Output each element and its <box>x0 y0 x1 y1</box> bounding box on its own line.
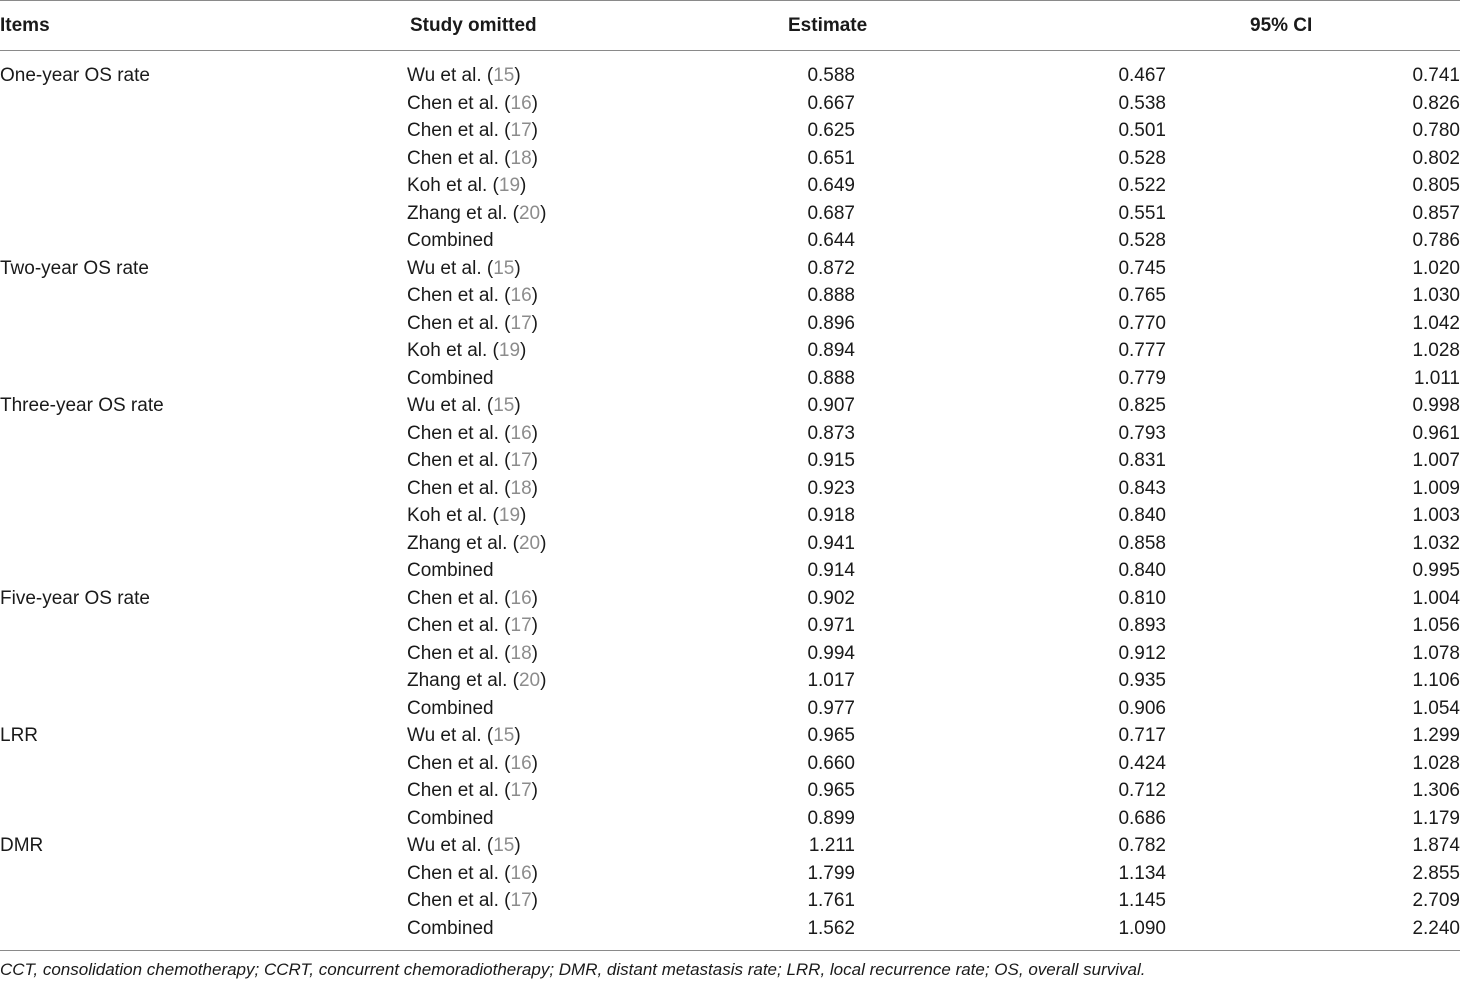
study-omitted-cell <box>407 90 538 118</box>
table-row <box>0 640 1460 668</box>
estimate-value: 1.761 <box>807 890 855 911</box>
ci-lower-value: 0.840 <box>1118 505 1166 526</box>
reference-link[interactable]: 17 <box>510 120 532 141</box>
reference-close-paren: ) <box>531 450 538 471</box>
ci-upper-value: 1.306 <box>1412 780 1460 801</box>
reference-link[interactable]: 19 <box>498 340 521 361</box>
row-item-label: LRR <box>0 725 39 746</box>
reference-link[interactable]: 15 <box>493 395 515 416</box>
study-omitted-cell <box>407 447 538 475</box>
table-row <box>0 392 1460 420</box>
study-name: Chen et al. ( <box>407 642 511 664</box>
study-omitted-cell <box>407 227 494 255</box>
study-name: Chen et al. ( <box>407 477 511 499</box>
ci-lower-value: 1.145 <box>1118 890 1166 911</box>
ci-upper-value: 0.741 <box>1412 65 1460 86</box>
reference-close-paren: ) <box>514 835 521 856</box>
table-row <box>0 90 1460 118</box>
row-item-label: One-year OS rate <box>0 65 150 86</box>
table-row <box>0 695 1460 723</box>
row-item-label: DMR <box>0 835 44 856</box>
study-omitted-cell <box>407 832 521 860</box>
reference-close-paren: ) <box>520 340 527 361</box>
study-omitted-cell <box>407 282 538 310</box>
table-row <box>0 255 1460 283</box>
ci-lower-value: 0.686 <box>1118 807 1166 829</box>
ci-lower-value: 0.551 <box>1118 202 1166 224</box>
reference-close-paren: ) <box>514 257 521 279</box>
study-omitted-cell <box>407 530 546 558</box>
study-name: Chen et al. ( <box>407 587 511 609</box>
header-items: Items <box>0 15 50 36</box>
study-name: Zhang et al. ( <box>407 532 519 554</box>
reference-link[interactable]: 15 <box>493 65 515 86</box>
row-item-label: Five-year OS rate <box>0 587 150 609</box>
study-name: Combined <box>407 230 494 251</box>
estimate-value: 0.649 <box>807 175 855 196</box>
reference-link[interactable]: 17 <box>510 780 532 801</box>
study-name: Wu et al. ( <box>407 835 494 856</box>
reference-link[interactable]: 19 <box>498 505 521 526</box>
reference-close-paren: ) <box>531 477 538 499</box>
table-row <box>0 365 1460 393</box>
study-omitted-cell <box>407 365 494 393</box>
ci-upper-value: 0.805 <box>1412 175 1460 196</box>
ci-upper-value: 0.780 <box>1412 120 1460 141</box>
reference-close-paren: ) <box>514 725 521 746</box>
study-name: Combined <box>407 807 494 829</box>
table-row <box>0 447 1460 475</box>
reference-link[interactable]: 18 <box>510 147 532 169</box>
study-name: Chen et al. ( <box>407 285 511 306</box>
table-row <box>0 145 1460 173</box>
row-item-label: Three-year OS rate <box>0 395 164 416</box>
ci-upper-value: 1.054 <box>1412 697 1460 719</box>
ci-lower-value: 0.777 <box>1118 340 1166 361</box>
table-row <box>0 227 1460 255</box>
table-row <box>0 777 1460 805</box>
study-omitted-cell <box>407 915 494 943</box>
ci-lower-value: 0.810 <box>1118 587 1166 609</box>
study-omitted-cell <box>407 310 538 338</box>
ci-upper-value: 0.995 <box>1412 560 1460 581</box>
study-name: Wu et al. ( <box>407 725 494 746</box>
estimate-value: 0.588 <box>807 65 855 86</box>
table-row <box>0 117 1460 145</box>
estimate-value: 0.977 <box>807 697 855 719</box>
ci-lower-value: 0.528 <box>1118 147 1166 169</box>
study-name: Chen et al. ( <box>407 147 511 169</box>
ci-lower-value: 0.467 <box>1118 65 1166 86</box>
ci-upper-value: 1.007 <box>1412 450 1460 471</box>
ci-lower-value: 0.522 <box>1118 175 1166 196</box>
reference-link[interactable]: 17 <box>510 890 532 911</box>
ci-upper-value: 0.786 <box>1412 230 1460 251</box>
reference-close-paren: ) <box>514 65 521 86</box>
reference-close-paren: ) <box>531 642 538 664</box>
study-name: Koh et al. ( <box>407 340 499 361</box>
ci-upper-value: 1.056 <box>1412 615 1460 636</box>
study-name: Chen et al. ( <box>407 312 511 334</box>
ci-lower-value: 0.501 <box>1118 120 1166 141</box>
estimate-value: 0.994 <box>807 642 855 664</box>
reference-close-paren: ) <box>531 120 538 141</box>
ci-upper-value: 0.826 <box>1412 92 1460 114</box>
reference-close-paren: ) <box>531 312 538 334</box>
table-footnote: CCT, consolidation chemotherapy; CCRT, concurrent chemoradiotherapy; DMR, distant metastasis rate; LRR, local recurrence rate; OS, overall survival. <box>0 960 1146 979</box>
estimate-value: 0.687 <box>807 202 855 224</box>
ci-lower-value: 0.831 <box>1118 450 1166 471</box>
ci-lower-value: 1.090 <box>1118 917 1166 939</box>
reference-close-paren: ) <box>531 752 538 774</box>
table-row <box>0 502 1460 530</box>
table-row <box>0 860 1460 888</box>
ci-lower-value: 0.712 <box>1118 780 1166 801</box>
ci-lower-value: 0.765 <box>1118 285 1166 306</box>
reference-close-paren: ) <box>520 175 527 196</box>
estimate-value: 1.799 <box>807 862 855 884</box>
study-omitted-cell <box>407 750 538 778</box>
table-row <box>0 887 1460 915</box>
table-row <box>0 530 1460 558</box>
ci-upper-value: 1.003 <box>1412 505 1460 526</box>
ci-lower-value: 0.782 <box>1118 835 1166 856</box>
ci-lower-value: 1.134 <box>1118 862 1166 884</box>
estimate-value: 1.562 <box>807 917 855 939</box>
ci-lower-value: 0.825 <box>1118 395 1166 416</box>
ci-lower-value: 0.745 <box>1118 257 1166 279</box>
estimate-value: 0.896 <box>807 312 855 334</box>
estimate-value: 0.667 <box>807 92 855 114</box>
ci-lower-value: 0.793 <box>1118 422 1166 444</box>
study-omitted-cell <box>407 117 538 145</box>
study-omitted-cell <box>407 585 538 613</box>
reference-close-paren: ) <box>540 670 547 691</box>
study-name: Chen et al. ( <box>407 92 511 114</box>
reference-link[interactable]: 20 <box>518 670 541 691</box>
ci-upper-value: 1.009 <box>1412 477 1460 499</box>
study-name: Chen et al. ( <box>407 862 511 884</box>
table-row <box>0 722 1460 750</box>
ci-upper-value: 1.028 <box>1412 340 1460 361</box>
estimate-value: 1.211 <box>808 835 855 856</box>
table-row <box>0 612 1460 640</box>
study-name: Combined <box>407 697 494 719</box>
ci-lower-value: 0.840 <box>1118 560 1166 581</box>
study-name: Chen et al. ( <box>407 120 511 141</box>
study-omitted-cell <box>407 255 521 283</box>
ci-upper-value: 1.030 <box>1412 285 1460 306</box>
ci-lower-value: 0.424 <box>1118 752 1166 774</box>
ci-lower-value: 0.538 <box>1118 92 1166 114</box>
ci-lower-value: 0.528 <box>1118 230 1166 251</box>
ci-upper-value: 1.874 <box>1412 835 1460 856</box>
ci-upper-value: 0.961 <box>1412 422 1460 444</box>
table-row <box>0 200 1460 228</box>
estimate-value: 0.660 <box>807 752 855 774</box>
ci-lower-value: 0.717 <box>1118 725 1166 746</box>
table-row <box>0 585 1460 613</box>
study-name: Koh et al. ( <box>407 505 499 526</box>
ci-lower-value: 0.770 <box>1118 312 1166 334</box>
ci-lower-value: 0.912 <box>1118 642 1166 664</box>
table-row <box>0 557 1460 585</box>
estimate-value: 0.941 <box>807 532 855 554</box>
study-omitted-cell <box>407 805 494 833</box>
table-row <box>0 915 1460 943</box>
reference-link[interactable]: 15 <box>493 835 515 856</box>
study-name: Chen et al. ( <box>407 615 511 636</box>
estimate-value: 0.644 <box>807 230 855 251</box>
study-omitted-cell <box>407 475 538 503</box>
table-row <box>0 310 1460 338</box>
ci-lower-value: 0.858 <box>1118 532 1166 554</box>
table-top-rule <box>0 0 1460 1</box>
reference-link[interactable]: 17 <box>510 615 532 636</box>
study-name: Koh et al. ( <box>407 175 499 196</box>
estimate-value: 0.894 <box>807 340 855 361</box>
reference-link[interactable]: 17 <box>510 312 532 334</box>
ci-upper-value: 1.004 <box>1412 587 1460 609</box>
estimate-value: 0.625 <box>807 120 855 141</box>
study-omitted-cell <box>407 172 526 200</box>
study-omitted-cell <box>407 200 546 228</box>
reference-close-paren: ) <box>520 505 527 526</box>
estimate-value: 0.914 <box>807 560 855 581</box>
ci-lower-value: 0.779 <box>1118 367 1166 389</box>
study-name: Chen et al. ( <box>407 752 511 774</box>
study-name: Combined <box>407 367 494 389</box>
ci-upper-value: 1.299 <box>1412 725 1460 746</box>
ci-lower-value: 0.843 <box>1118 477 1166 499</box>
reference-link[interactable]: 17 <box>510 450 532 471</box>
study-name: Combined <box>407 917 494 939</box>
reference-link[interactable]: 16 <box>510 752 532 774</box>
estimate-value: 0.873 <box>807 422 855 444</box>
table-row <box>0 667 1460 695</box>
reference-link[interactable]: 16 <box>510 587 532 609</box>
ci-upper-value: 2.240 <box>1412 917 1460 939</box>
ci-upper-value: 1.106 <box>1412 670 1460 691</box>
table-row <box>0 420 1460 448</box>
ci-upper-value: 1.020 <box>1412 257 1460 279</box>
table-row <box>0 62 1460 90</box>
header-estimate: Estimate <box>788 15 868 36</box>
table-row <box>0 337 1460 365</box>
estimate-value: 0.915 <box>807 450 855 471</box>
study-omitted-cell <box>407 860 538 888</box>
reference-close-paren: ) <box>531 890 538 911</box>
estimate-value: 0.965 <box>807 780 855 801</box>
estimate-value: 0.923 <box>807 477 855 499</box>
study-omitted-cell <box>407 722 521 750</box>
study-name: Wu et al. ( <box>407 65 494 86</box>
reference-close-paren: ) <box>531 780 538 801</box>
reference-link[interactable]: 16 <box>510 285 532 306</box>
reference-close-paren: ) <box>531 587 538 609</box>
reference-link[interactable]: 16 <box>510 92 532 114</box>
estimate-value: 0.907 <box>807 395 855 416</box>
estimate-value: 0.971 <box>807 615 855 636</box>
study-name: Zhang et al. ( <box>407 202 519 224</box>
reference-close-paren: ) <box>531 615 538 636</box>
study-name: Chen et al. ( <box>407 422 511 444</box>
study-omitted-cell <box>407 887 538 915</box>
estimate-value: 0.888 <box>807 285 855 306</box>
study-omitted-cell <box>407 777 538 805</box>
study-omitted-cell <box>407 145 538 173</box>
header-95-ci: 95% CI <box>1250 15 1313 36</box>
study-name: Wu et al. ( <box>407 257 494 279</box>
header-study-omitted: Study omitted <box>410 15 537 36</box>
reference-close-paren: ) <box>531 422 538 444</box>
reference-link[interactable]: 16 <box>510 862 532 884</box>
study-omitted-cell <box>407 640 538 668</box>
reference-close-paren: ) <box>531 285 538 306</box>
reference-link[interactable]: 18 <box>510 477 532 499</box>
study-omitted-cell <box>407 557 494 585</box>
ci-upper-value: 2.855 <box>1412 862 1460 884</box>
reference-close-paren: ) <box>540 202 547 224</box>
header-rule <box>0 50 1460 51</box>
estimate-value: 0.918 <box>807 505 855 526</box>
study-omitted-cell <box>407 502 526 530</box>
study-omitted-cell <box>407 392 521 420</box>
reference-link[interactable]: 18 <box>510 642 532 664</box>
reference-close-paren: ) <box>514 395 521 416</box>
study-name: Zhang et al. ( <box>407 670 519 691</box>
study-name: Chen et al. ( <box>407 780 511 801</box>
estimate-value: 0.965 <box>807 725 855 746</box>
ci-upper-value: 1.179 <box>1412 807 1460 829</box>
table-row <box>0 750 1460 778</box>
estimate-value: 0.899 <box>807 807 855 829</box>
ci-upper-value: 2.709 <box>1412 890 1460 911</box>
reference-link[interactable]: 20 <box>518 202 541 224</box>
ci-upper-value: 1.028 <box>1412 752 1460 774</box>
reference-close-paren: ) <box>531 92 538 114</box>
estimate-value: 1.017 <box>807 670 855 691</box>
row-item-label: Two-year OS rate <box>0 257 149 279</box>
estimate-value: 0.902 <box>807 587 855 609</box>
study-name: Chen et al. ( <box>407 890 511 911</box>
table-row <box>0 172 1460 200</box>
reference-close-paren: ) <box>540 532 547 554</box>
reference-link[interactable]: 15 <box>493 257 515 279</box>
reference-link[interactable]: 20 <box>518 532 541 554</box>
ci-upper-value: 1.011 <box>1413 367 1460 389</box>
study-omitted-cell <box>407 695 494 723</box>
table-bottom-rule <box>0 950 1460 951</box>
reference-close-paren: ) <box>531 862 538 884</box>
table-row <box>0 832 1460 860</box>
estimate-value: 0.872 <box>807 257 855 279</box>
study-omitted-cell <box>407 612 538 640</box>
reference-link[interactable]: 16 <box>510 422 532 444</box>
ci-lower-value: 0.935 <box>1118 670 1166 691</box>
table-row <box>0 475 1460 503</box>
ci-lower-value: 0.906 <box>1118 697 1166 719</box>
estimate-value: 0.888 <box>807 367 855 389</box>
ci-upper-value: 1.078 <box>1412 642 1460 664</box>
study-name: Combined <box>407 560 494 581</box>
study-name: Wu et al. ( <box>407 395 494 416</box>
study-omitted-cell <box>407 667 546 695</box>
ci-upper-value: 0.998 <box>1412 395 1460 416</box>
reference-link[interactable]: 19 <box>498 175 521 196</box>
reference-link[interactable]: 15 <box>493 725 515 746</box>
study-name: Chen et al. ( <box>407 450 511 471</box>
ci-lower-value: 0.893 <box>1118 615 1166 636</box>
study-omitted-cell <box>407 62 521 90</box>
ci-upper-value: 0.802 <box>1412 147 1460 169</box>
study-omitted-cell <box>407 337 526 365</box>
estimate-value: 0.651 <box>807 147 855 169</box>
ci-upper-value: 1.042 <box>1412 312 1460 334</box>
table-row <box>0 282 1460 310</box>
study-omitted-cell <box>407 420 538 448</box>
table-row <box>0 805 1460 833</box>
ci-upper-value: 0.857 <box>1412 202 1460 224</box>
ci-upper-value: 1.032 <box>1412 532 1460 554</box>
reference-close-paren: ) <box>531 147 538 169</box>
